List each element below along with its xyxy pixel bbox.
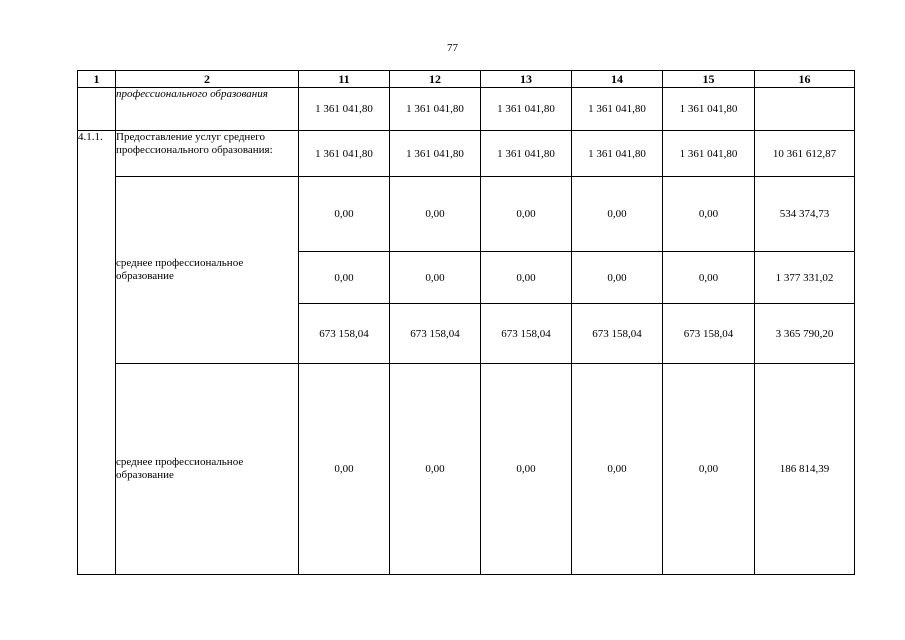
value-cell: 673 158,04: [390, 304, 481, 364]
table-row: [78, 131, 855, 177]
header-cell: 12: [390, 71, 481, 88]
value-cell: 534 374,73: [755, 177, 855, 252]
header-cell: 2: [116, 71, 299, 88]
value-cell: 1 377 331,02: [755, 252, 855, 304]
value-cell: 1 361 041,80: [390, 88, 481, 131]
value-cell: 0,00: [390, 364, 481, 575]
table-row: [78, 88, 855, 131]
value-cell: 186 814,39: [755, 364, 855, 575]
value-cell: 0,00: [481, 364, 572, 575]
value-cell: 0,00: [572, 252, 663, 304]
header-cell: 1: [78, 71, 116, 88]
table-row: [78, 364, 855, 575]
value-cell: [755, 88, 855, 131]
header-cell: 14: [572, 71, 663, 88]
value-cell: 673 158,04: [663, 304, 755, 364]
row-label: среднее профессиональное образование: [116, 364, 299, 575]
value-cell: 673 158,04: [299, 304, 390, 364]
row-label: профессионального образования: [116, 88, 299, 131]
header-cell: 11: [299, 71, 390, 88]
value-cell: 0,00: [572, 364, 663, 575]
value-cell: 0,00: [481, 177, 572, 252]
value-cell: 0,00: [481, 252, 572, 304]
value-cell: 1 361 041,80: [663, 88, 755, 131]
value-cell: 0,00: [299, 364, 390, 575]
value-cell: 0,00: [299, 177, 390, 252]
value-cell: 0,00: [390, 177, 481, 252]
row-index: 4.1.1.: [78, 131, 116, 575]
value-cell: 0,00: [663, 177, 755, 252]
header-row: [78, 71, 855, 88]
row-label: Предоставление услуг среднего профессионального образования:: [116, 131, 299, 177]
value-cell: 0,00: [663, 252, 755, 304]
value-cell: 1 361 041,80: [663, 131, 755, 177]
value-cell: 673 158,04: [481, 304, 572, 364]
value-cell: 1 361 041,80: [299, 131, 390, 177]
value-cell: 1 361 041,80: [572, 131, 663, 177]
row-index: [78, 88, 116, 131]
header-cell: 13: [481, 71, 572, 88]
value-cell: 0,00: [572, 177, 663, 252]
value-cell: 1 361 041,80: [299, 88, 390, 131]
value-cell: 1 361 041,80: [481, 88, 572, 131]
value-cell: 3 365 790,20: [755, 304, 855, 364]
value-cell: 1 361 041,80: [390, 131, 481, 177]
value-cell: 0,00: [299, 252, 390, 304]
table-row: [78, 177, 855, 252]
value-cell: 10 361 612,87: [755, 131, 855, 177]
header-cell: 15: [663, 71, 755, 88]
budget-table: [77, 70, 855, 575]
value-cell: 0,00: [390, 252, 481, 304]
header-cell: 16: [755, 71, 855, 88]
value-cell: 673 158,04: [572, 304, 663, 364]
page-number: 77: [447, 42, 458, 54]
value-cell: 0,00: [663, 364, 755, 575]
value-cell: 1 361 041,80: [572, 88, 663, 131]
row-label: среднее профессиональное образование: [116, 177, 299, 364]
value-cell: 1 361 041,80: [481, 131, 572, 177]
